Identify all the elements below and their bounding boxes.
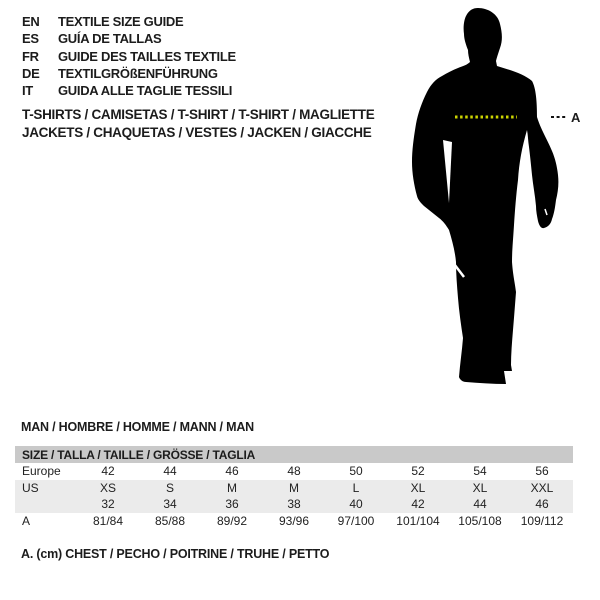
language-code: DE [22, 66, 40, 82]
language-label: GUÍA DE TALLAS [58, 31, 162, 47]
cell: XXL [530, 480, 554, 495]
language-label: TEXTILE SIZE GUIDE [58, 14, 184, 30]
cell: 44 [163, 464, 177, 479]
language-code: FR [22, 48, 39, 64]
row-label [15, 496, 77, 513]
cell: 85/88 [154, 513, 186, 528]
cell: 38 [287, 497, 301, 512]
row-label: A [22, 513, 31, 528]
cell: XL [472, 480, 488, 495]
cell: 54 [473, 464, 487, 479]
cell: 109/112 [520, 513, 564, 528]
language-row-en [22, 13, 236, 30]
table-row-europe [15, 463, 573, 480]
section-title-man: MAN / HOMBRE / HOMME / MANN / MAN [21, 420, 254, 434]
size-table-header-row [15, 446, 573, 463]
language-row-fr [22, 48, 236, 65]
cell: 44 [473, 497, 487, 512]
language-code: IT [22, 83, 33, 99]
language-label: GUIDE DES TAILLES TEXTILE [58, 48, 236, 64]
language-label: TEXTILGRÖßENFÜHRUNG [58, 66, 218, 82]
table-row-chest [15, 513, 573, 530]
language-row-es [22, 30, 236, 47]
language-code: ES [22, 31, 39, 47]
measure-label-a: A [571, 110, 581, 125]
cell: 52 [411, 464, 425, 479]
row-label: Europe [22, 464, 61, 479]
cell: 34 [163, 497, 177, 512]
cell: 46 [225, 464, 239, 479]
language-label: GUIDA ALLE TAGLIE TESSILI [58, 83, 233, 99]
cell: 105/108 [458, 513, 502, 528]
cell: 81/84 [92, 513, 124, 528]
cell: 56 [535, 464, 549, 479]
cell: 93/96 [278, 513, 310, 528]
language-code: EN [22, 14, 40, 30]
cell: 89/92 [216, 513, 248, 528]
cell: 36 [225, 497, 239, 512]
cell: XS [99, 480, 116, 495]
size-table [15, 446, 573, 529]
category-line-tshirts: T-SHIRTS / CAMISETAS / T-SHIRT / T-SHIRT / MAGLIETTE [22, 107, 375, 122]
cell: 40 [349, 497, 363, 512]
language-row-it [22, 82, 236, 99]
cell: 50 [349, 464, 363, 479]
category-list [22, 106, 374, 142]
cell: 48 [287, 464, 301, 479]
cell: M [289, 480, 299, 495]
man-silhouette-figure [398, 4, 588, 396]
language-list [22, 13, 236, 99]
cell: 101/104 [396, 513, 440, 528]
cell: S [165, 480, 174, 495]
row-label: US [22, 480, 39, 495]
cell: 42 [101, 464, 115, 479]
table-row-us [15, 480, 573, 497]
table-row-numeric [15, 496, 573, 513]
cell: 42 [411, 497, 425, 512]
cell: XL [410, 480, 426, 495]
footnote-chest: A. (cm) CHEST / PECHO / POITRINE / TRUHE / PETTO [21, 547, 330, 561]
cell: M [227, 480, 237, 495]
cell: L [352, 480, 360, 495]
language-row-de [22, 65, 236, 82]
size-table-header: SIZE / TALLA / TAILLE / GRÖSSE / TAGLIA [15, 446, 573, 463]
cell: 46 [535, 497, 549, 512]
category-line-jackets: JACKETS / CHAQUETAS / VESTES / JACKEN / GIACCHE [22, 125, 372, 140]
cell: 97/100 [337, 513, 375, 528]
cell: 32 [101, 497, 115, 512]
man-silhouette [412, 8, 558, 384]
